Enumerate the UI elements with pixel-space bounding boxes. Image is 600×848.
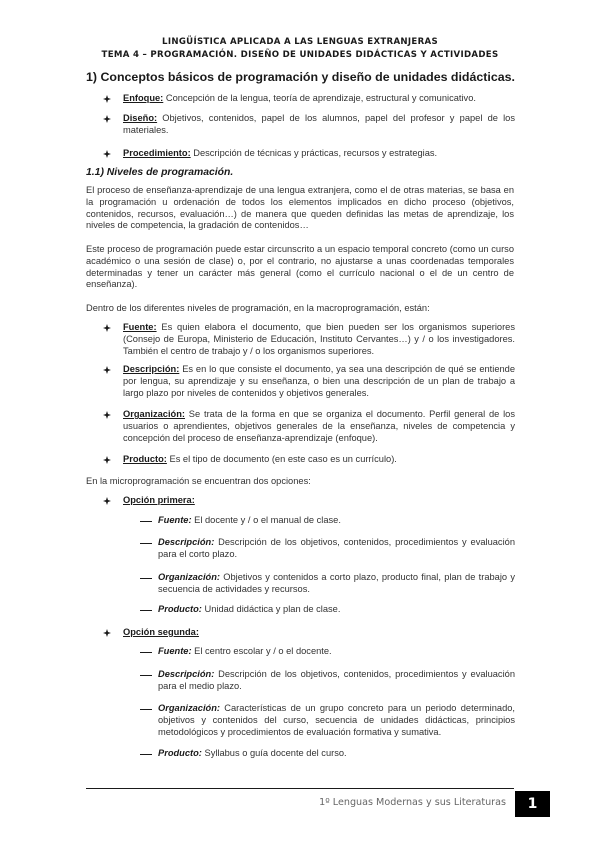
- macro-label: Producto:: [123, 454, 167, 464]
- concept-text: Descripción de técnicas y prácticas, recursos y estrategias.: [190, 148, 438, 158]
- section-heading: 1) Conceptos básicos de programación y diseño de unidades didácticas.: [86, 70, 515, 84]
- macro-item-descripcion: [123, 364, 515, 399]
- diamond-bullet-icon: [103, 497, 107, 507]
- option-item-text: Descripción de los objetivos, contenidos, procedimientos y evaluación para el corto plazo.: [158, 537, 515, 559]
- paragraph-micro: En la microprogramación se encuentran dos opciones:: [86, 476, 311, 486]
- paragraph-process: Este proceso de programación puede estar circunscrito a un espacio temporal concreto (como un curso académico o una sesión de clase) o, por el contrario, no ajustarse a unas coordenadas temporales determinadas y tener un carácter más general (como el currículo nacional o el de un centro de enseñanza).: [86, 244, 514, 290]
- macro-label: Organización:: [123, 409, 185, 419]
- option1-item-descripcion: [158, 537, 515, 561]
- option-item-label: Fuente:: [158, 515, 192, 525]
- dash-bullet-icon: [140, 709, 152, 710]
- macro-label: Fuente:: [123, 322, 157, 332]
- paragraph-intro: El proceso de enseñanza-aprendizaje de una lengua extranjera, como el de otras materias, se basa en la programación u ordenación de todos los elementos implicados en dicho proceso (objetivos, contenidos, recursos, evaluación…) de manera que queden definidas las metas de aprendizaje, los niveles de competencia, la gradación de contenidos…: [86, 185, 514, 231]
- option1-item-producto: [158, 604, 515, 616]
- option-item-label: Producto:: [158, 748, 202, 758]
- concept-label: Procedimiento:: [123, 148, 191, 158]
- dash-bullet-icon: [140, 675, 152, 676]
- diamond-bullet-icon: [103, 411, 107, 421]
- option-item-label: Fuente:: [158, 646, 192, 656]
- option2-item-fuente: [158, 646, 515, 658]
- option-item-text: Descripción de los objetivos, contenidos, procedimientos y evaluación para el medio plazo.: [158, 669, 515, 691]
- concept-label: Diseño:: [123, 113, 158, 123]
- document-header-course: LINGÜÍSTICA APLICADA A LAS LENGUAS EXTRANJERAS: [162, 37, 438, 47]
- page-number: 1: [515, 791, 550, 817]
- option2-item-producto: [158, 748, 515, 760]
- macro-text: Es el tipo de documento (en este caso es un currículo).: [166, 454, 397, 464]
- concept-item-procedimiento: [123, 148, 515, 160]
- option-item-label: Producto:: [158, 604, 202, 614]
- concept-item-enfoque: [123, 93, 515, 105]
- option-item-text: El docente y / o el manual de clase.: [191, 515, 341, 525]
- option-label: Opción segunda:: [123, 627, 199, 637]
- diamond-bullet-icon: [103, 150, 107, 160]
- dash-bullet-icon: [140, 521, 152, 522]
- option-item-text: El centro escolar y / o el docente.: [191, 646, 332, 656]
- dash-bullet-icon: [140, 610, 152, 611]
- concept-label: Enfoque:: [123, 93, 164, 103]
- option-item-label: Organización:: [158, 572, 220, 582]
- option1-item-organizacion: [158, 572, 515, 596]
- macro-item-organizacion: [123, 409, 515, 444]
- footer-rule: [86, 788, 514, 789]
- option-item-label: Descripción:: [158, 669, 215, 679]
- concept-text: Objetivos, contenidos, papel de los alumnos, papel del profesor y papel de los materiales.: [123, 113, 515, 135]
- paragraph-macro: Dentro de los diferentes niveles de programación, en la macroprogramación, están:: [86, 303, 430, 313]
- option2-item-descripcion: [158, 669, 515, 693]
- dash-bullet-icon: [140, 754, 152, 755]
- diamond-bullet-icon: [103, 115, 107, 125]
- option-item-text: Características de un grupo concreto para un periodo determinado, objetivos y contenidos del curso, secuencia de unidades didácticas, principios metodológicos y procedimientos de evaluación formativa y sumativa.: [158, 703, 515, 737]
- dash-bullet-icon: [140, 543, 152, 544]
- option1-item-fuente: [158, 515, 515, 527]
- option-label: Opción primera:: [123, 495, 195, 505]
- macro-text: Es en lo que consiste el documento, ya sea una descripción de qué se entiende por lengua, su aprendizaje y su enseñanza, o bien una descripción de un plan de trabajo a largo plazo por niveles de contenidos y objetivos generales.: [123, 364, 515, 398]
- concept-text: Concepción de la lengua, teoría de aprendizaje, estructural y comunicativo.: [163, 93, 476, 103]
- subsection-heading: 1.1) Niveles de programación.: [86, 167, 234, 178]
- option-item-text: Syllabus o guía docente del curso.: [201, 748, 347, 758]
- macro-item-producto: [123, 454, 515, 466]
- diamond-bullet-icon: [103, 629, 107, 639]
- option2-item-organizacion: [158, 703, 515, 738]
- dash-bullet-icon: [140, 652, 152, 653]
- option-second-heading: [123, 627, 515, 639]
- option-item-text: Objetivos y contenidos a corto plazo, producto final, plan de trabajo y secuencia de actividades y recursos.: [158, 572, 515, 594]
- option-first-heading: [123, 495, 515, 507]
- document-header-topic: TEMA 4 – PROGRAMACIÓN. DISEÑO DE UNIDADES DIDÁCTICAS Y ACTIVIDADES: [101, 50, 499, 60]
- macro-text: Se trata de la forma en que se organiza el documento. Perfil general de los usuarios o aprendientes, objetivos generales de la enseñanza, niveles de competencia y concepción del proceso de enseñanza-aprendizaje (enfoque).: [123, 409, 515, 443]
- concept-item-diseno: [123, 113, 515, 137]
- option-item-label: Organización:: [158, 703, 220, 713]
- diamond-bullet-icon: [103, 456, 107, 466]
- footer-course: 1º Lenguas Modernas y sus Literaturas: [319, 797, 506, 808]
- macro-item-fuente: [123, 322, 515, 357]
- diamond-bullet-icon: [103, 324, 107, 334]
- macro-label: Descripción:: [123, 364, 180, 374]
- option-item-label: Descripción:: [158, 537, 215, 547]
- macro-text: Es quien elabora el documento, que bien pueden ser los organismos superiores (Consejo de Europa, Ministerio de Educación, Instituto Cervantes…) y / o los investigadores. También el centro de trabajo y / o los organismos superiores.: [123, 322, 515, 356]
- dash-bullet-icon: [140, 578, 152, 579]
- diamond-bullet-icon: [103, 366, 107, 376]
- diamond-bullet-icon: [103, 95, 107, 105]
- option-item-text: Unidad didáctica y plan de clase.: [201, 604, 341, 614]
